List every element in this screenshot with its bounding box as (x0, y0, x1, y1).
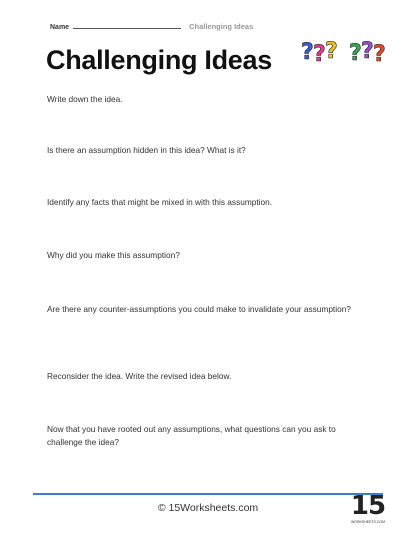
question-5: Are there any counter-assumptions you could make to invalidate your assumption? (47, 304, 351, 314)
name-label: Name (50, 24, 70, 31)
svg-text:?: ? (325, 39, 338, 64)
question-1: Write down the idea. (47, 94, 123, 104)
question-3: Identify any facts that might be mixed in with this assumption. (47, 197, 273, 207)
question-7: Now that you have rooted out any assumptions, what questions can you ask to challenge the idea? (47, 424, 336, 447)
svg-text:?: ? (373, 42, 386, 64)
question-marks-icon (300, 34, 392, 64)
name-input-line[interactable] (73, 27, 181, 29)
logo-number: 15 (350, 491, 386, 521)
svg-text:?: ? (361, 39, 374, 64)
footer-divider (33, 493, 383, 495)
svg-text:?: ? (313, 42, 326, 64)
svg-text:?: ? (349, 41, 362, 64)
header-worksheet-title: Challenging Ideas (189, 22, 254, 31)
footer-copyright: © 15Worksheets.com (157, 502, 259, 514)
header-line (50, 22, 253, 31)
question-4: Why did you make this assumption? (47, 250, 180, 260)
question-2: Is there an assumption hidden in this idea? What is it? (47, 145, 246, 155)
svg-text:?: ? (301, 40, 314, 64)
logo-text: WORKSHEETS.COM (350, 520, 386, 524)
page-title: Challenging Ideas (46, 45, 272, 75)
question-6: Reconsider the idea. Write the revised idea below. (47, 371, 232, 381)
brand-logo (350, 493, 386, 533)
